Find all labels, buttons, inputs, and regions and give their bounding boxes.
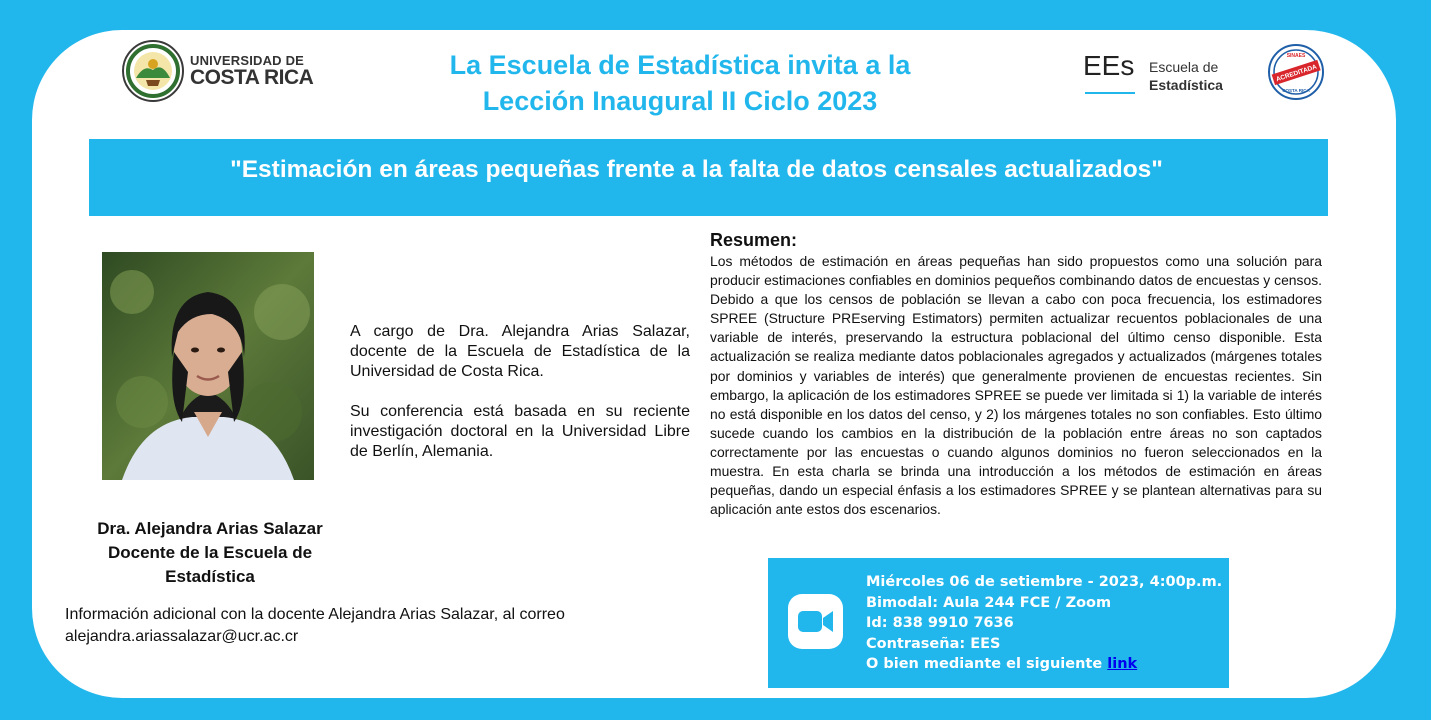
speaker-intro [350, 322, 690, 482]
speaker-role-line1: Docente de la Escuela de [107, 543, 313, 562]
topic-banner [89, 139, 1328, 216]
accreditation-seal-icon [1268, 44, 1324, 100]
seal-top-text: SINAES [1286, 53, 1306, 59]
speaker-portrait-icon [102, 252, 314, 480]
event-details-box [768, 558, 1229, 688]
event-meeting-id: Id: 838 9910 7636 [866, 615, 1014, 631]
ees-logo-underline [1085, 92, 1135, 94]
speaker-name: Dra. Alejandra Arias Salazar [97, 519, 323, 538]
lecture-topic: "Estimación en áreas pequeñas frente a la falta de datos censales actualizados" [230, 156, 1163, 183]
event-mode: Bimodal: Aula 244 FCE / Zoom [866, 594, 1112, 611]
page-title [300, 47, 1060, 119]
ees-logo-mark: EEs [1083, 50, 1135, 81]
seal-bottom-text: COSTA RICA [1282, 88, 1310, 93]
event-link-line [866, 654, 1222, 675]
event-date: Miércoles 06 de setiembre - 2023, 4:00p.m. [866, 574, 1223, 590]
seal-center-text: ACREDITADA [1275, 63, 1318, 84]
ucr-logo-line2: COSTA RICA [190, 66, 314, 89]
intro-paragraph-2: Su conferencia está basada en su reciente investigación doctoral en la Universidad Libre de Berlín, Alemania. [350, 403, 690, 460]
speaker-caption [70, 517, 350, 589]
abstract-title: Resumen: [710, 230, 798, 250]
speaker-photo [102, 252, 314, 480]
contact-info [65, 604, 685, 648]
zoom-camera-icon [788, 594, 843, 649]
ucr-seal-icon [122, 40, 184, 102]
intro-paragraph-1: A cargo de Dra. Alejandra Arias Salazar, docente de la Escuela de Estadística de la Universidad de Costa Rica. [350, 323, 690, 380]
event-password: Contraseña: EES [866, 635, 1001, 652]
event-link-prefix: O bien mediante el siguiente [866, 656, 1108, 672]
ees-logo-line1: Escuela de [1149, 59, 1219, 75]
ees-logo [1083, 52, 1223, 94]
speaker-role-line2: Estadística [165, 567, 255, 586]
ucr-logo-line1: UNIVERSIDAD DE [190, 53, 305, 68]
abstract-body: Los métodos de estimación en áreas pequeñas han sido propuestos como una solución para producir estimaciones confiables en dominios pequeños combinando datos de encuestas y censos. Debido a que los censos de población se llevan a cabo con poca frecuencia, los estimadores SPREE (Structure PREserving Estimators) permiten actualizar recuentos poblacionales de una variable de interés, preservando la estructura poblacional del último censo disponible. Esta actualización se realiza mediante datos poblacionales agregados y actualizados (márgenes totales por dominios y variables de interés) que generalmente provienen de encuestas recientes. Sin embargo, la aplicación de los estimadores SPREE se puede ver limitada si 1) la variable de interés no está disponible en los datos del censo, y 2) los márgenes totales no son confiables. Esto último sucede cuando los cambios en la distribución de la población entre áreas no son captados correctamente por las encuestas o cuando algunos dominios no fueron seleccionados en la muestra. En esta charla se brinda una introducción a los métodos de estimación en áreas pequeñas, dando un especial énfasis a los estimadores SPREE y se plantean alternativas para su aplicación ante estos dos escenarios. [710, 253, 1322, 518]
title-line1: La Escuela de Estadística invita a la [449, 50, 911, 80]
contact-email[interactable]: alejandra.ariassalazar@ucr.ac.cr [65, 628, 299, 645]
ees-logo-line2: Estadística [1149, 77, 1223, 93]
contact-text: Información adicional con la docente Alejandra Arias Salazar, al correo [65, 606, 565, 623]
zoom-link[interactable]: link [1107, 656, 1138, 672]
ucr-logo [122, 40, 313, 102]
title-line2: Lección Inaugural II Ciclo 2023 [482, 86, 878, 116]
